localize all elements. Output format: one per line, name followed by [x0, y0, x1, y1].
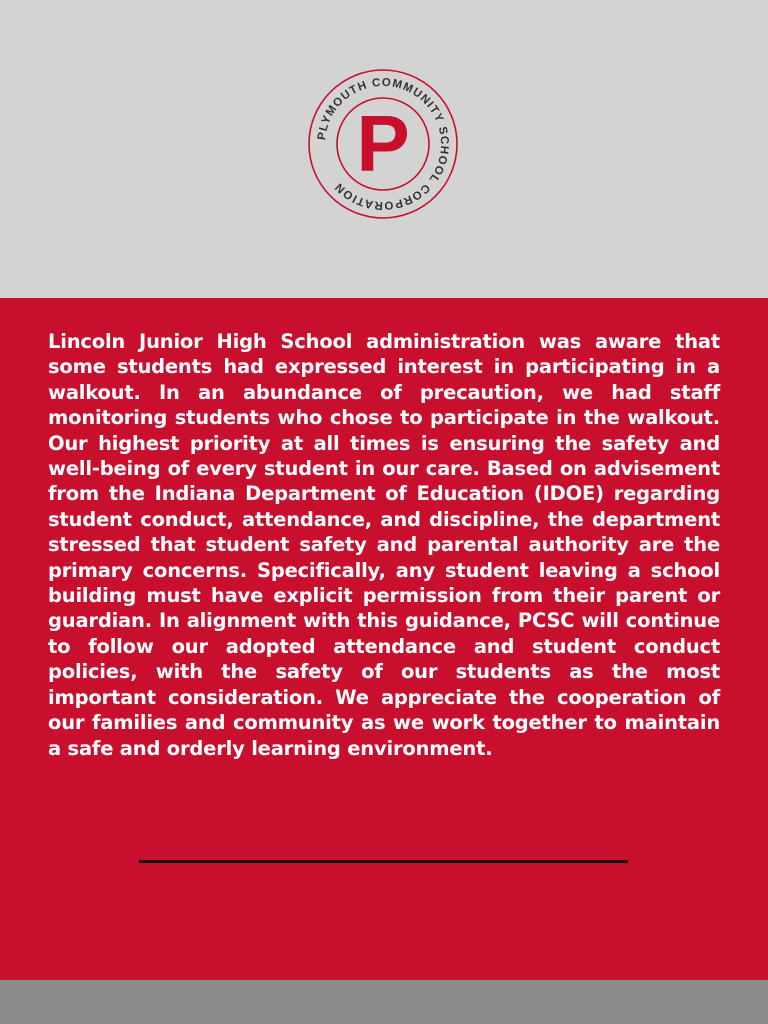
statement-panel — [0, 298, 768, 980]
statement-text: Lincoln Junior High School administration was aware that some students had expressed interest in participating in a walkout. In an abundance of precaution, we had staff monitoring students who chose to participate in the walkout. Our highest priority at all times is ensuring the safety and well-being of every student in our care. Based on advisement from the Indiana Department of Education (IDOE) regarding student conduct, attendance, and discipline, the department stressed that student safety and parental authority are the primary concerns. Specifically, any student leaving a school building must have explicit permission from their parent or guardian. In alignment with this guidance, PCSC will continue to follow our adopted attendance and student conduct policies, with the safety of our students as the most important consideration. We appreciate the cooperation of our families and community as we work together to maintain a safe and orderly learning environment. — [48, 330, 720, 760]
header-band — [0, 0, 768, 298]
logo-ring-text: PLYMOUTH COMMUNITY SCHOOL CORPORATION — [316, 76, 451, 212]
pcsc-seal-icon — [307, 68, 459, 220]
footer-band — [0, 980, 768, 1024]
logo-letter: P — [356, 99, 410, 188]
school-logo — [307, 68, 459, 220]
divider-line — [139, 860, 628, 863]
